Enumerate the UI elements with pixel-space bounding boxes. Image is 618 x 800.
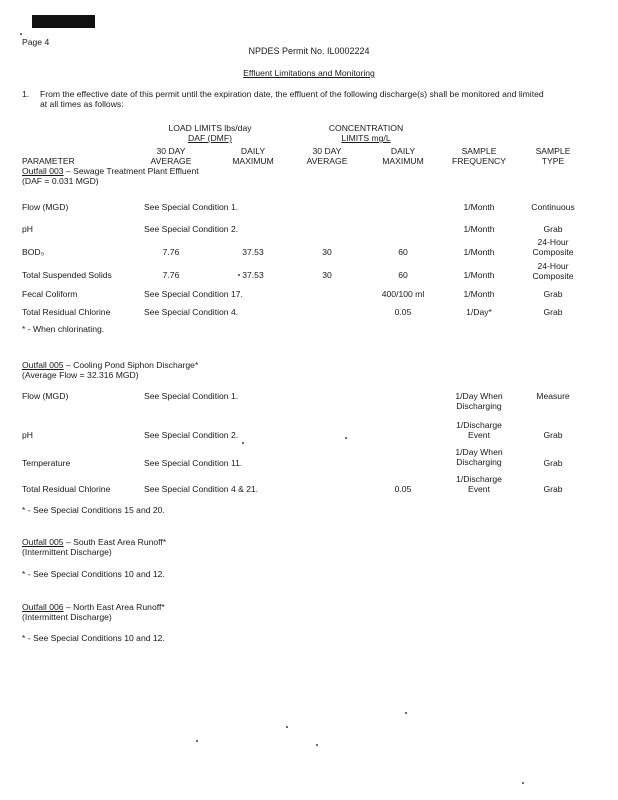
type-tss-b: Composite [532, 271, 574, 281]
param-trc: Total Residual Chlorine [22, 307, 111, 317]
cond-fecal: See Special Condition 17. [144, 289, 243, 299]
cond-temp: See Special Condition 11. [144, 458, 243, 468]
outfall-005se-sub: (Intermittent Discharge) [22, 547, 112, 557]
scan-speck [286, 726, 288, 728]
type-ph: Grab [543, 224, 563, 234]
header-cdaily-a: DAILY [390, 146, 416, 156]
cond-ph: See Special Condition 2. [144, 224, 239, 234]
page-number: Page 4 [22, 37, 50, 47]
type-trc-2: Grab [543, 484, 563, 494]
header-concentration: CONCENTRATION [328, 123, 404, 133]
header-30day-b: AVERAGE [150, 156, 192, 166]
cmax-fecal: 400/100 ml [381, 289, 425, 299]
type-ph-2: Grab [543, 430, 563, 440]
header-daily-a: DAILY [240, 146, 266, 156]
cond-trc: See Special Condition 4. [144, 307, 239, 317]
header-type-a: SAMPLE [535, 146, 571, 156]
type-fecal: Grab [543, 289, 563, 299]
type-bod-a: 24-Hour [537, 237, 569, 247]
cmax-tss: 60 [398, 270, 408, 280]
scan-speck [242, 442, 244, 444]
outfall-006-note: * - See Special Conditions 10 and 12. [22, 633, 165, 643]
cmax-trc: 0.05 [394, 307, 412, 317]
cmax-bod: 60 [398, 247, 408, 257]
param-bod: BOD₅ [22, 247, 45, 257]
freq-trc: 1/Day* [466, 307, 492, 317]
header-daily-b: MAXIMUM [232, 156, 274, 166]
param-trc-2: Total Residual Chlorine [22, 484, 111, 494]
freq-ph-2-a: 1/Discharge [456, 420, 502, 430]
param-flow: Flow (MGD) [22, 202, 69, 212]
header-parameter: PARAMETER [22, 156, 75, 166]
cavg-tss: 30 [322, 270, 332, 280]
cavg-bod: 30 [322, 247, 332, 257]
freq-tss: 1/Month [463, 270, 495, 280]
freq-trc-2-a: 1/Discharge [456, 474, 502, 484]
param-fecal: Fecal Coliform [22, 289, 78, 299]
scan-speck [405, 712, 407, 714]
header-30day-a: 30 DAY [156, 146, 186, 156]
freq-trc-2-b: Event [468, 484, 490, 494]
type-tss-a: 24-Hour [537, 261, 569, 271]
header-cdaily-b: MAXIMUM [382, 156, 424, 166]
scan-speck [238, 274, 240, 276]
section-title: Effluent Limitations and Monitoring [243, 68, 375, 78]
freq-temp-a: 1/Day When [455, 447, 503, 457]
freq-ph: 1/Month [463, 224, 495, 234]
header-c30day-a: 30 DAY [312, 146, 342, 156]
freq-flow: 1/Month [463, 202, 495, 212]
cond-flow-2: See Special Condition 1. [144, 391, 239, 401]
freq-flow-2-b: Discharging [456, 401, 502, 411]
param-ph: pH [22, 224, 33, 234]
outfall-005se-note: * - See Special Conditions 10 and 12. [22, 569, 165, 579]
type-flow: Continuous [531, 202, 575, 212]
type-flow-2: Measure [536, 391, 570, 401]
param-tss: Total Suspended Solids [22, 270, 112, 280]
outfall-003-label: Outfall 003 [22, 166, 64, 176]
outfall-005-note: * - See Special Conditions 15 and 20. [22, 505, 165, 515]
outfall-006-sub: (Intermittent Discharge) [22, 612, 112, 622]
avg-bod: 7.76 [162, 247, 180, 257]
cmax-trc-2: 0.05 [394, 484, 412, 494]
freq-ph-2-b: Event [468, 430, 490, 440]
header-freq-a: SAMPLE [461, 146, 497, 156]
outfall-003-daf: (DAF = 0.031 MGD) [22, 176, 99, 186]
intro-line-1: From the effective date of this permit until the expiration date, the effluent of the following discharge(s) shall be monitored and limited [40, 89, 544, 99]
type-trc: Grab [543, 307, 563, 317]
scan-speck [316, 744, 318, 746]
cond-trc-2: See Special Condition 4 & 21. [144, 484, 259, 494]
header-freq-b: FREQUENCY [452, 156, 506, 166]
outfall-005se-desc: – South East Area Runoff* [63, 537, 167, 547]
freq-flow-2-a: 1/Day When [455, 391, 503, 401]
redaction-bar [32, 15, 95, 28]
header-load-limits-sub: DAF (DMF) [188, 133, 232, 143]
header-c30day-b: AVERAGE [306, 156, 348, 166]
outfall-006-label: Outfall 006 [22, 602, 64, 612]
freq-bod: 1/Month [463, 247, 495, 257]
type-temp: Grab [543, 458, 563, 468]
header-type-b: TYPE [541, 156, 565, 166]
param-temp: Temperature [22, 458, 71, 468]
freq-fecal: 1/Month [463, 289, 495, 299]
outfall-006-desc: – North East Area Runoff* [63, 602, 165, 612]
permit-number: NPDES Permit No. IL0002224 [248, 46, 370, 56]
freq-temp-b: Discharging [456, 457, 502, 467]
max-bod: 37.53 [242, 247, 264, 257]
avg-tss: 7.76 [162, 270, 180, 280]
scan-speck [345, 437, 347, 439]
param-flow-2: Flow (MGD) [22, 391, 69, 401]
param-ph-2: pH [22, 430, 33, 440]
outfall-005-avgflow: (Average Flow = 32.316 MGD) [22, 370, 139, 380]
header-concentration-sub: LIMITS mg/L [341, 133, 391, 143]
cond-ph-2: See Special Condition 2. [144, 430, 239, 440]
outfall-003-note: * - When chlorinating. [22, 324, 105, 334]
outfall-005-desc: – Cooling Pond Siphon Discharge* [63, 360, 199, 370]
outfall-003-desc: – Sewage Treatment Plant Effluent [63, 166, 199, 176]
type-bod-b: Composite [532, 247, 574, 257]
max-tss: 37.53 [242, 270, 264, 280]
intro-line-2: at all times as follows: [40, 99, 124, 109]
scan-speck [20, 33, 22, 35]
scan-speck [196, 740, 198, 742]
cond-flow: See Special Condition 1. [144, 202, 239, 212]
header-load-limits: LOAD LIMITS lbs/day [168, 123, 252, 133]
scan-speck [522, 782, 524, 784]
outfall-005-label: Outfall 005 [22, 360, 64, 370]
outfall-005se-label: Outfall 005 [22, 537, 64, 547]
intro-number: 1. [22, 89, 30, 99]
